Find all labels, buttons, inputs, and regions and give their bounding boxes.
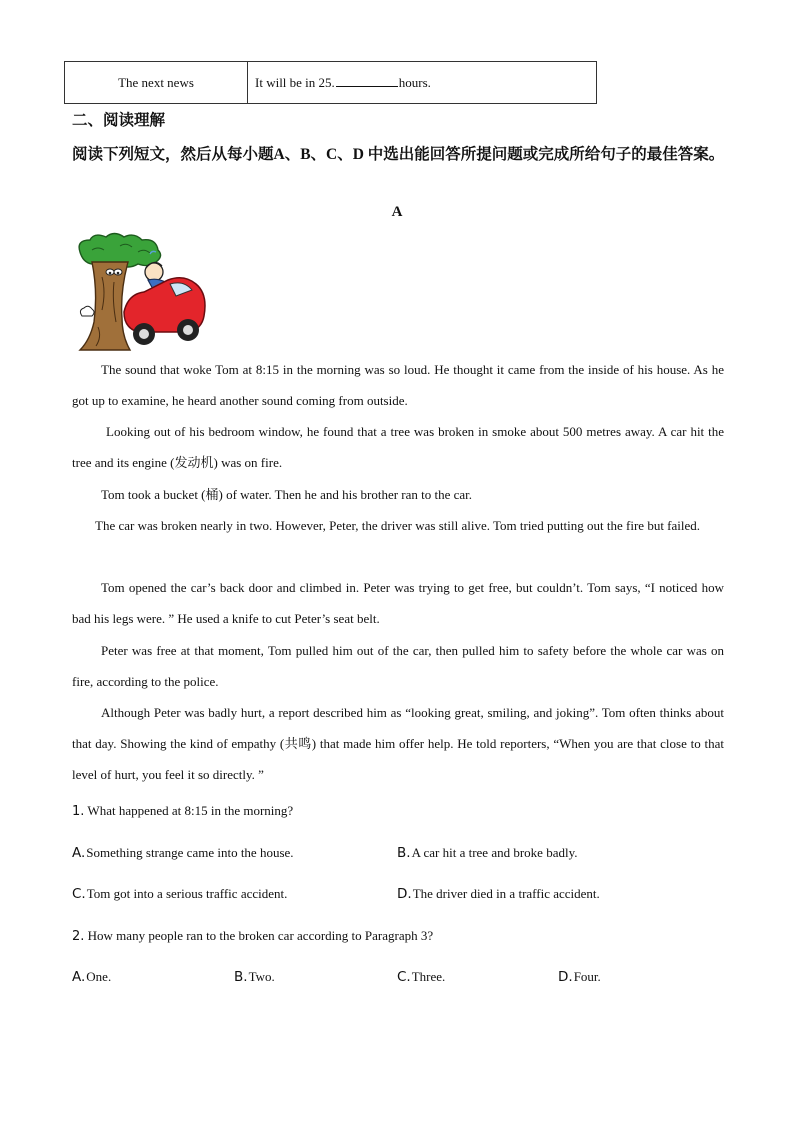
answer-blank[interactable] bbox=[336, 74, 398, 87]
question-number: 1. bbox=[72, 804, 85, 819]
passage-paragraph-1: The sound that woke Tom at 8:15 in the morning was so loud. He thought it came from the inside of his house. As he got up to examine, he heard another sound coming from outside. bbox=[72, 362, 724, 409]
info-table bbox=[64, 61, 597, 104]
passage-paragraph-3: Tom took a bucket (桶) of water. Then he and his brother ran to the car. bbox=[101, 487, 473, 502]
instructions: 阅读下列短文，然后从每小题A、B、C、D 中选出能回答所提问题或完成所给句子的最佳答案。 bbox=[72, 146, 725, 163]
question-text: How many people ran to the broken car according to Paragraph 3? bbox=[87, 928, 434, 943]
section-heading: 二、阅读理解 bbox=[72, 112, 166, 129]
option-2b[interactable]: B.Two. bbox=[234, 969, 275, 985]
option-1b[interactable]: B.A car hit a tree and broke badly. bbox=[397, 845, 578, 861]
option-2c[interactable]: C.Three. bbox=[397, 969, 446, 985]
table-text-before: It will be in 25. bbox=[255, 75, 335, 90]
passage-title: A bbox=[391, 204, 403, 220]
table-cell-label: The next news bbox=[65, 62, 248, 104]
question-number: 2. bbox=[72, 929, 85, 944]
question-2 bbox=[72, 928, 433, 944]
passage-paragraph-5: Tom opened the car’s back door and climbed in. Peter was trying to get free, but couldn’t. Tom says, “I noticed how bad his legs were. ” He used a knife to cut Peter’s seat belt. bbox=[72, 580, 724, 627]
option-1d[interactable]: D.The driver died in a traffic accident. bbox=[397, 886, 600, 902]
table-row bbox=[65, 62, 597, 104]
question-text: What happened at 8:15 in the morning? bbox=[87, 803, 294, 818]
passage-paragraph-2: Looking out of his bedroom window, he found that a tree was broken in smoke about 500 metres away. A car hit the tree and its engine (发动机) was on fire. bbox=[72, 424, 724, 471]
option-1a[interactable]: A.Something strange came into the house. bbox=[72, 845, 294, 861]
option-2d[interactable]: D.Four. bbox=[558, 969, 601, 985]
passage-paragraph-7: Although Peter was badly hurt, a report described him as “looking great, smiling, and joking”. Tom often thinks about that day. Showing the kind of empathy (共鸣) that made him offer help. He told reporters, “When you are that close to that level of hurt, you feel it so directly. ” bbox=[72, 705, 724, 783]
question-1 bbox=[72, 803, 293, 819]
option-2a[interactable]: A.One. bbox=[72, 969, 112, 985]
table-cell-text bbox=[248, 62, 597, 104]
passage-paragraph-6: Peter was free at that moment, Tom pulled him out of the car, then pulled him to safety before the whole car was on fire, according to the police. bbox=[72, 643, 724, 690]
table-text-after: hours. bbox=[398, 75, 431, 90]
passage-paragraph-4: The car was broken nearly in two. However, Peter, the driver was still alive. Tom tried putting out the fire but failed. bbox=[95, 518, 701, 533]
tree-car-illustration bbox=[72, 232, 212, 352]
option-1c[interactable]: C.Tom got into a serious traffic accident. bbox=[72, 886, 288, 902]
